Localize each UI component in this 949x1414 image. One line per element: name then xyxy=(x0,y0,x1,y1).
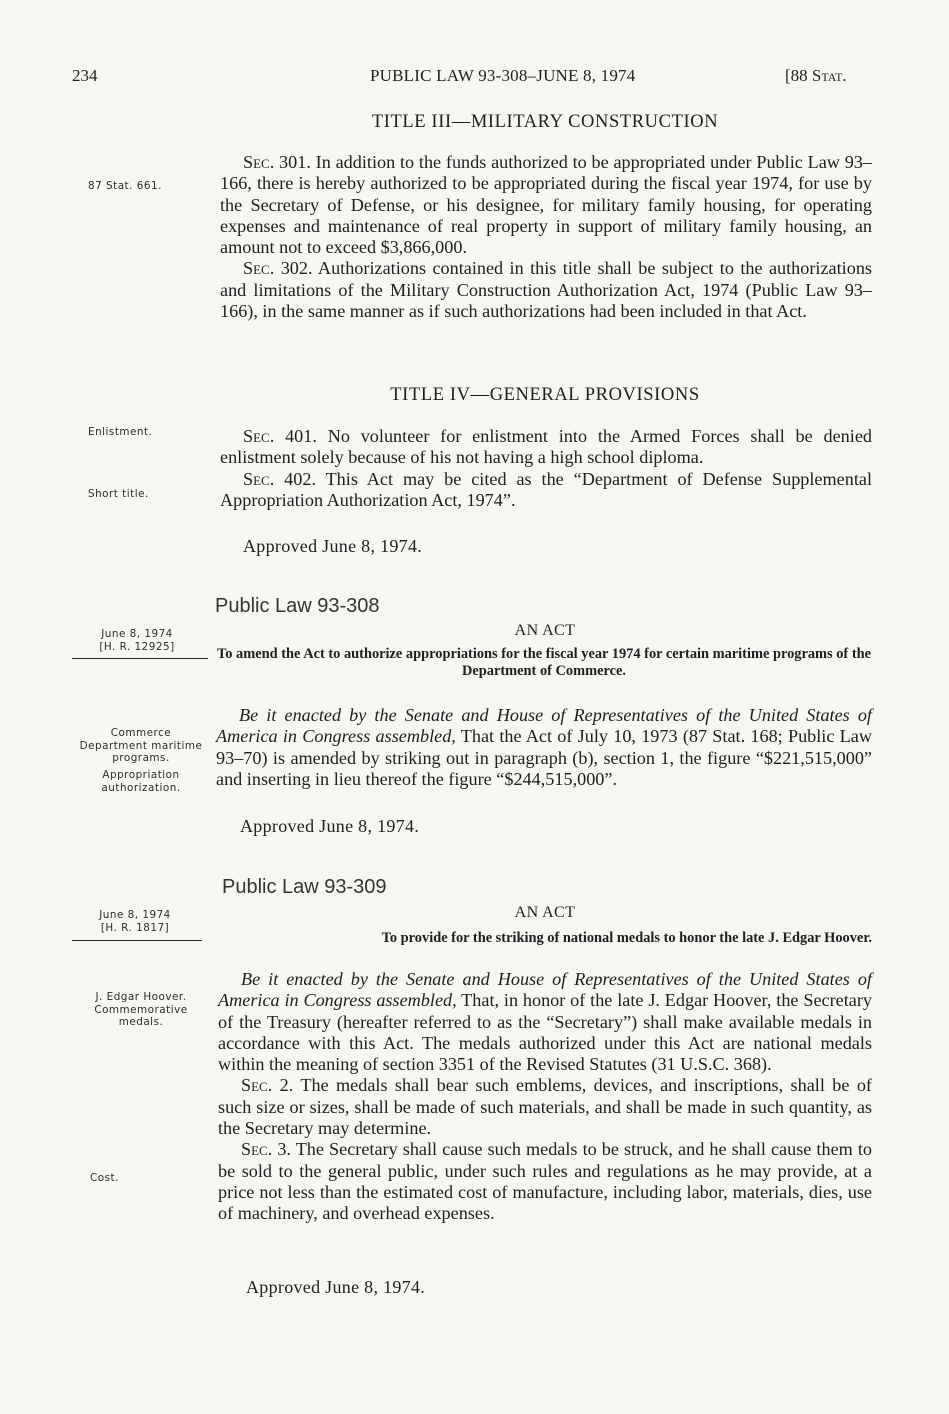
purpose-309: To provide for the striking of national medals to honor the late J. Edgar Hoover. xyxy=(381,930,872,946)
pl309-body-text: That, in honor of the late J. Edgar Hoover, the Secretary of the Treasury (hereafter referred to as the “Secretary”) shall make available medals in accordance with this Act. The medals authorized under this Act are national medals within the meaning of section 3351 of the Revised Statutes (31 U.S.C. 368). xyxy=(218,990,872,1075)
section-401 xyxy=(220,426,872,469)
page-number: 234 xyxy=(72,66,98,85)
section-2-309 xyxy=(218,1075,872,1139)
margin-note-date-308: June 8, 1974 xyxy=(101,628,173,640)
margin-note-enlistment: Enlistment. xyxy=(88,426,153,438)
pl308-body-text: That the Act of July 10, 1973 (87 Stat. 168; Public Law 93–70) is amended by striking out in paragraph (b), section 1, the figure “$221,515,000” and inserting in lieu thereof the figure “$244,515,000”. xyxy=(216,726,872,789)
section-401-text: 401. No volunteer for enlistment into the Armed Forces shall be denied enlistment solely because of his not having a high school diploma. xyxy=(220,426,872,468)
public-law-93-308-title: Public Law 93-308 xyxy=(215,595,380,617)
title-iii-body xyxy=(220,152,872,322)
margin-note-date-309: June 8, 1974 xyxy=(99,909,171,921)
pl308-body xyxy=(216,705,872,790)
margin-note-stat-citation: 87 Stat. 661. xyxy=(88,180,162,192)
margin-note-bill-308: [H. R. 12925] xyxy=(99,641,175,653)
title-iii-heading: TITLE III—MILITARY CONSTRUCTION xyxy=(371,112,719,132)
title-iv-body xyxy=(220,426,872,511)
section-402-text: 402. This Act may be cited as the “Department of Defense Supplemental Appropriation Authorization Act, 1974”. xyxy=(220,468,872,510)
margin-note-cost: Cost. xyxy=(90,1172,119,1184)
section-2-label: Sec. xyxy=(241,1075,273,1096)
section-2-text: 2. The medals shall bear such emblems, devices, and inscriptions, shall be of such size or sizes, shall be made of such materials, and shall be made in such quantity, as the Secretary may determine. xyxy=(218,1075,872,1139)
enacting-clause-308 xyxy=(216,705,872,790)
approved-date-309: Approved June 8, 1974. xyxy=(246,1277,426,1297)
section-3-309 xyxy=(218,1139,872,1224)
margin-note-commerce-programs: Commerce Department maritime programs. xyxy=(79,727,203,764)
section-402-label: Sec. xyxy=(243,468,275,489)
section-302-text: 302. Authorizations contained in this title shall be subject to the authorizations and limitations of the Military Construction Authorization Act, 1974 (Public Law 93–166), in the same manner as if such authorizations had been included in that Act. xyxy=(220,258,872,322)
an-act-heading-308: AN ACT xyxy=(514,622,576,639)
margin-rule-309 xyxy=(72,940,202,941)
section-302-label: Sec. xyxy=(243,258,275,279)
approved-date-308: Approved June 8, 1974. xyxy=(240,816,420,836)
pl309-body xyxy=(218,969,872,1225)
section-302 xyxy=(220,258,872,322)
section-301 xyxy=(220,152,872,258)
section-3-text: 3. The Secretary shall cause such medals to be struck, and he shall cause them to be sold to the general public, under such rules and regulations as he may provide, at a price not less than the estimated cost of manufacture, including labor, materials, dies, use of machinery, and overhead expenses. xyxy=(218,1139,872,1224)
running-title: PUBLIC LAW 93-308–JUNE 8, 1974 xyxy=(370,66,636,85)
margin-note-short-title: Short title. xyxy=(88,488,149,500)
enacting-formula-309: Be it enacted by the Senate and House of Representatives of the United States of America in Congress assembled, xyxy=(218,969,872,1011)
margin-note-appropriation: Appropriation authorization. xyxy=(101,769,181,794)
section-401-label: Sec. xyxy=(243,426,275,446)
section-402 xyxy=(220,469,872,512)
enacting-formula-308: Be it enacted by the Senate and House of Representatives of the United States of America in Congress assembled, xyxy=(216,705,872,747)
volume-reference: [88 Stat. xyxy=(785,66,847,85)
section-301-text: 301. In addition to the funds authorized to be appropriated under Public Law 93–166, there is hereby authorized to be appropriated during the fiscal year 1974, for use by the Secretary of Defense, or his designee, for military family housing, for operating expenses and maintenance of real property in support of military family housing, an amount not to exceed $3,866,000. xyxy=(220,152,872,258)
an-act-heading-309: AN ACT xyxy=(514,904,576,921)
approved-date-title-iv: Approved June 8, 1974. xyxy=(243,536,423,556)
section-301-label: Sec. xyxy=(243,152,275,172)
section-3-label: Sec. xyxy=(241,1139,273,1160)
margin-note-bill-309: [H. R. 1817] xyxy=(100,922,170,934)
public-law-93-309-title: Public Law 93-309 xyxy=(222,876,387,898)
enacting-clause-309 xyxy=(218,969,872,1075)
margin-note-hoover-medals: J. Edgar Hoover. Commemorative medals. xyxy=(94,991,188,1028)
purpose-308: To amend the Act to authorize appropriations for the fiscal year 1974 for certain maritime programs of the Department of Commerce. xyxy=(216,646,872,679)
margin-rule-308 xyxy=(72,658,208,659)
title-iv-heading: TITLE IV—GENERAL PROVISIONS xyxy=(390,385,700,405)
